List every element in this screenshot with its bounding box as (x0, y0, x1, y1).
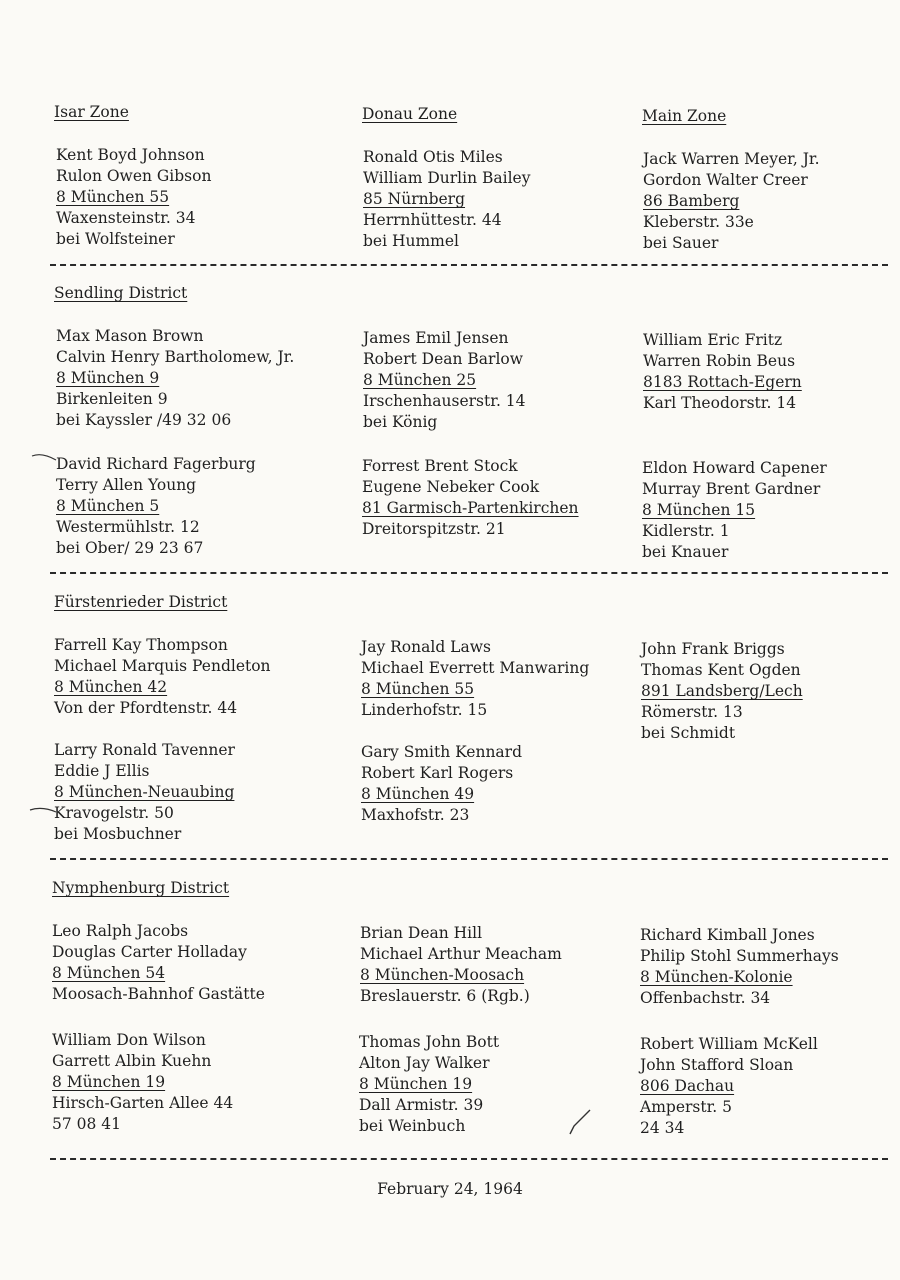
missionary-name: John Frank Briggs (641, 640, 785, 658)
address-entry (52, 921, 265, 1005)
street-address: Dall Armistr. 39 (359, 1096, 484, 1114)
main-zone-heading: Main Zone (642, 107, 727, 125)
street-address: Hirsch-Garten Allee 44 (52, 1094, 234, 1112)
city: 8 München-Moosach (360, 966, 525, 984)
city: 8 München 54 (52, 964, 166, 982)
missionary-name: James Emil Jensen (363, 329, 509, 347)
street-address: Von der Pfordtenstr. 44 (54, 699, 238, 717)
missionary-name: Michael Everrett Manwaring (361, 659, 590, 677)
city: 8 München 19 (52, 1073, 166, 1091)
missionary-name: Robert Dean Barlow (363, 350, 524, 368)
address-entry (642, 458, 827, 563)
missionary-name: Terry Allen Young (56, 476, 197, 494)
missionary-name: Forrest Brent Stock (362, 457, 518, 475)
host-info: bei Ober/ 29 23 67 (56, 539, 204, 557)
missionary-name: Michael Arthur Meacham (360, 945, 562, 963)
pen-mark (30, 448, 60, 468)
missionary-name: Farrell Kay Thompson (54, 636, 228, 654)
missionary-name: Garrett Albin Kuehn (52, 1052, 212, 1070)
city: 891 Landsberg/Lech (641, 682, 803, 700)
missionary-name: Gordon Walter Creer (643, 171, 808, 189)
missionary-name: Eugene Nebeker Cook (362, 478, 540, 496)
district-heading: Sendling District (54, 284, 188, 302)
missionary-name: Leo Ralph Jacobs (52, 922, 189, 940)
missionary-name: Alton Jay Walker (359, 1054, 490, 1072)
missionary-name: Jay Ronald Laws (361, 638, 491, 656)
street-address: Linderhofstr. 15 (361, 701, 488, 719)
address-entry (361, 637, 589, 721)
missionary-name: Ronald Otis Miles (363, 148, 503, 166)
city: 8 München 5 (56, 497, 160, 515)
address-entry (643, 330, 802, 414)
missionary-name: Michael Marquis Pendleton (54, 657, 271, 675)
missionary-name: Jack Warren Meyer, Jr. (643, 150, 820, 168)
donau-zone-heading: Donau Zone (362, 105, 458, 123)
city: 8183 Rottach-Egern (643, 373, 802, 391)
street-address: Maxhofstr. 23 (361, 806, 470, 824)
address-entry (360, 923, 562, 1007)
host-info: bei Mosbuchner (54, 825, 182, 843)
street-address: Westermühlstr. 12 (56, 518, 200, 536)
missionary-name: Thomas Kent Ogden (641, 661, 801, 679)
missionary-name: Warren Robin Beus (643, 352, 796, 370)
city: 86 Bamberg (643, 192, 740, 210)
missionary-name: William Durlin Bailey (363, 169, 531, 187)
street-address: Kravogelstr. 50 (54, 804, 174, 822)
street-address: Moosach-Bahnhof Gastätte (52, 985, 265, 1003)
host-info: bei Kayssler /49 32 06 (56, 411, 232, 429)
city: 8 München 19 (359, 1075, 473, 1093)
phone-number: 57 08 41 (52, 1115, 122, 1133)
city: 8 München 9 (56, 369, 160, 387)
dashed-divider (50, 1158, 888, 1160)
missionary-name: Douglas Carter Holladay (52, 943, 247, 961)
street-address: Kleberstr. 33e (643, 213, 754, 231)
street-address: Birkenleiten 9 (56, 390, 168, 408)
dashed-divider (50, 572, 888, 574)
address-entry (640, 1034, 818, 1139)
address-entry (363, 147, 530, 252)
phone-number: 24 34 (640, 1119, 685, 1137)
address-entry (54, 635, 271, 719)
address-entry (362, 456, 579, 540)
host-info: bei König (363, 413, 438, 431)
host-info: bei Schmidt (641, 724, 736, 742)
city: 8 München 55 (56, 188, 170, 206)
missionary-name: Brian Dean Hill (360, 924, 483, 942)
missionary-name: Murray Brent Gardner (642, 480, 821, 498)
host-info: bei Hummel (363, 232, 460, 250)
missionary-name: Richard Kimball Jones (640, 926, 815, 944)
missionary-name: Robert William McKell (640, 1035, 818, 1053)
missionary-name: Eddie J Ellis (54, 762, 150, 780)
host-info: bei Weinbuch (359, 1117, 466, 1135)
city: 806 Dachau (640, 1077, 735, 1095)
missionary-name: William Eric Fritz (643, 331, 783, 349)
address-entry (641, 639, 803, 744)
pen-mark (28, 800, 58, 820)
missionary-name: Max Mason Brown (56, 327, 204, 345)
missionary-name: Larry Ronald Tavenner (54, 741, 235, 759)
city: 8 München-Neuaubing (54, 783, 235, 801)
city: 8 München 25 (363, 371, 477, 389)
address-entry (363, 328, 526, 433)
city: 8 München 42 (54, 678, 168, 696)
missionary-name: Kent Boyd Johnson (56, 146, 205, 164)
isar-zone-heading: Isar Zone (54, 103, 129, 121)
city: 85 Nürnberg (363, 190, 466, 208)
missionary-name: Eldon Howard Capener (642, 459, 827, 477)
document-date: February 24, 1964 (377, 1180, 523, 1198)
city: 8 München 15 (642, 501, 756, 519)
host-info: bei Knauer (642, 543, 729, 561)
street-address: Römerstr. 13 (641, 703, 743, 721)
address-entry (56, 454, 256, 559)
host-info: bei Sauer (643, 234, 719, 252)
address-entry (52, 1030, 233, 1135)
missionary-name: Thomas John Bott (359, 1033, 500, 1051)
street-address: Amperstr. 5 (640, 1098, 733, 1116)
street-address: Kidlerstr. 1 (642, 522, 730, 540)
missionary-name: William Don Wilson (52, 1031, 206, 1049)
host-info: bei Wolfsteiner (56, 230, 175, 248)
missionary-name: David Richard Fagerburg (56, 455, 256, 473)
district-heading: Fürstenrieder District (54, 593, 228, 611)
dashed-divider (50, 858, 888, 860)
street-address: Dreitorspitzstr. 21 (362, 520, 506, 538)
city: 8 München 55 (361, 680, 475, 698)
address-entry (56, 326, 294, 431)
district-heading: Nymphenburg District (52, 879, 230, 897)
address-entry (640, 925, 839, 1009)
dashed-divider (50, 264, 888, 266)
missionary-name: Philip Stohl Summerhays (640, 947, 839, 965)
address-entry (643, 149, 820, 254)
street-address: Irschenhauserstr. 14 (363, 392, 526, 410)
missionary-name: Robert Karl Rogers (361, 764, 514, 782)
address-entry (361, 742, 522, 826)
street-address: Breslauerstr. 6 (Rgb.) (360, 987, 530, 1005)
address-entry (54, 740, 235, 845)
address-entry (359, 1032, 499, 1137)
missionary-name: Rulon Owen Gibson (56, 167, 212, 185)
city: 8 München-Kolonie (640, 968, 793, 986)
city: 8 München 49 (361, 785, 475, 803)
address-entry (56, 145, 211, 250)
missionary-name: Gary Smith Kennard (361, 743, 523, 761)
street-address: Offenbachstr. 34 (640, 989, 771, 1007)
pen-tick-mark (566, 1108, 594, 1136)
missionary-name: Calvin Henry Bartholomew, Jr. (56, 348, 295, 366)
street-address: Herrnhüttestr. 44 (363, 211, 502, 229)
missionary-name: John Stafford Sloan (640, 1056, 794, 1074)
street-address: Karl Theodorstr. 14 (643, 394, 797, 412)
street-address: Waxensteinstr. 34 (56, 209, 196, 227)
city: 81 Garmisch-Partenkirchen (362, 499, 579, 517)
